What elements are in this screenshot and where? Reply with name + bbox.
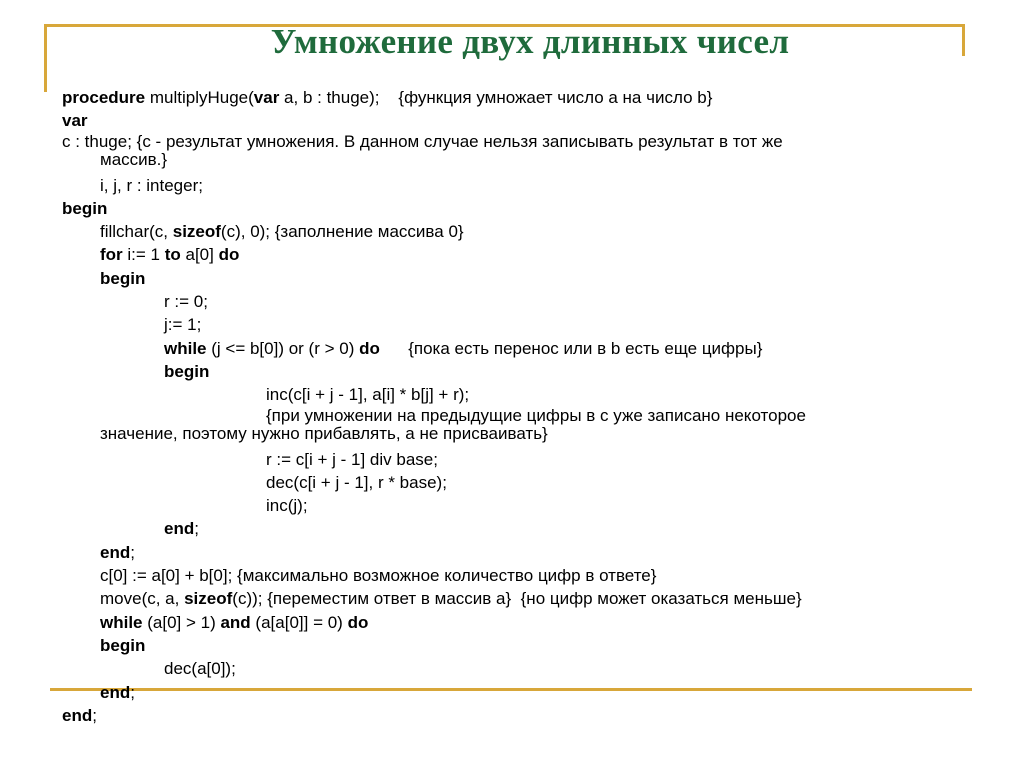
keyword: sizeof — [172, 222, 221, 242]
keyword: var — [253, 88, 280, 107]
keyword: begin — [164, 361, 210, 381]
code-text: a[0] — [180, 245, 219, 265]
code-line-comment-multiply — [62, 407, 962, 443]
code-text: ; — [92, 705, 97, 725]
code-text: multiplyHuge( — [145, 88, 254, 107]
keyword: begin — [100, 635, 146, 655]
keyword: do — [347, 612, 369, 632]
keyword: to — [164, 245, 181, 265]
code-line-while-inner — [62, 337, 962, 360]
code-line-r-div — [62, 448, 962, 471]
code-text: ; — [130, 542, 135, 562]
slide-title: Умножение двух длинных чисел — [270, 22, 790, 61]
keyword: var — [62, 111, 88, 131]
code-line-move — [62, 587, 962, 610]
code-text: i:= 1 — [122, 245, 165, 265]
code-text: j:= 1; — [164, 315, 202, 335]
code-text: fillchar(c, — [100, 222, 173, 242]
keyword: end — [100, 682, 131, 702]
code-line-c0 — [62, 564, 962, 587]
code-text: значение, поэтому нужно прибавлять, а не присваивать} — [100, 423, 548, 443]
keyword: end — [164, 519, 195, 539]
code-text: c : thuge; {c - результат умножения. В данном случае нельзя записывать результат в тот же — [62, 131, 783, 151]
code-text: c[0] := a[0] + b[0]; {максимально возможное количество цифр в ответе} — [100, 566, 657, 586]
code-line-end-while — [62, 517, 962, 540]
keyword: do — [218, 245, 240, 265]
code-line-while-outer — [62, 611, 962, 634]
code-text: r := c[i + j - 1] div base; — [266, 449, 438, 469]
code-text: (c)); {переместим ответ в массив a} {но цифр может оказаться меньше} — [232, 589, 802, 609]
code-line-dec-a0 — [62, 657, 962, 680]
code-line-r-init — [62, 290, 962, 313]
code-text: r := 0; — [164, 292, 208, 312]
keyword: procedure — [62, 88, 146, 107]
code-text: move(c, a, — [100, 589, 185, 609]
code-text: inc(c[i + j - 1], a[i] * b[j] + r); — [266, 385, 470, 405]
code-line-inc-c — [62, 383, 962, 406]
keyword: while — [100, 612, 143, 632]
code-line-for — [62, 243, 962, 266]
code-text: a, b : thuge); {функция умножает число a на число b} — [279, 88, 713, 107]
code-text: dec(c[i + j - 1], r * base); — [266, 472, 447, 492]
code-line-begin — [62, 197, 962, 220]
code-line-end-procedure — [62, 704, 962, 727]
keyword: for — [100, 245, 123, 265]
code-line-ijr-decl — [62, 174, 962, 197]
code-line-j-init — [62, 313, 962, 336]
code-block — [62, 86, 962, 727]
code-text: массив.} — [100, 149, 168, 169]
code-line-begin-for — [62, 267, 962, 290]
code-text: {при умножении на предыдущие цифры в c уже записано некоторое — [266, 405, 806, 425]
code-line-c-decl — [62, 133, 962, 169]
code-text: {пока есть перенос или в b есть еще цифры} — [379, 338, 763, 358]
code-text: dec(a[0]); — [164, 659, 236, 679]
code-line-procedure — [62, 86, 962, 109]
code-text: (a[a[0]] = 0) — [250, 612, 348, 632]
keyword: begin — [100, 268, 146, 288]
code-text: (j <= b[0]) or (r > 0) — [206, 338, 360, 358]
keyword: end — [100, 542, 131, 562]
code-line-begin-while — [62, 360, 962, 383]
code-line-dec-c — [62, 471, 962, 494]
code-text: (a[0] > 1) — [142, 612, 221, 632]
code-text: (c), 0); {заполнение массива 0} — [220, 222, 464, 242]
code-text: i, j, r : integer; — [100, 175, 203, 195]
code-text: ; — [130, 682, 135, 702]
code-line-var — [62, 109, 962, 132]
code-line-inc-j — [62, 494, 962, 517]
keyword: begin — [62, 198, 108, 218]
keyword: and — [220, 612, 251, 632]
keyword: do — [359, 338, 380, 358]
keyword: sizeof — [184, 589, 233, 609]
code-line-end-for — [62, 541, 962, 564]
code-line-begin-outer — [62, 634, 962, 657]
code-text: inc(j); — [266, 496, 308, 516]
keyword: end — [62, 705, 93, 725]
code-text: ; — [194, 519, 199, 539]
code-line-fillchar — [62, 220, 962, 243]
keyword: while — [164, 338, 207, 358]
code-line-end-outer — [62, 681, 962, 704]
